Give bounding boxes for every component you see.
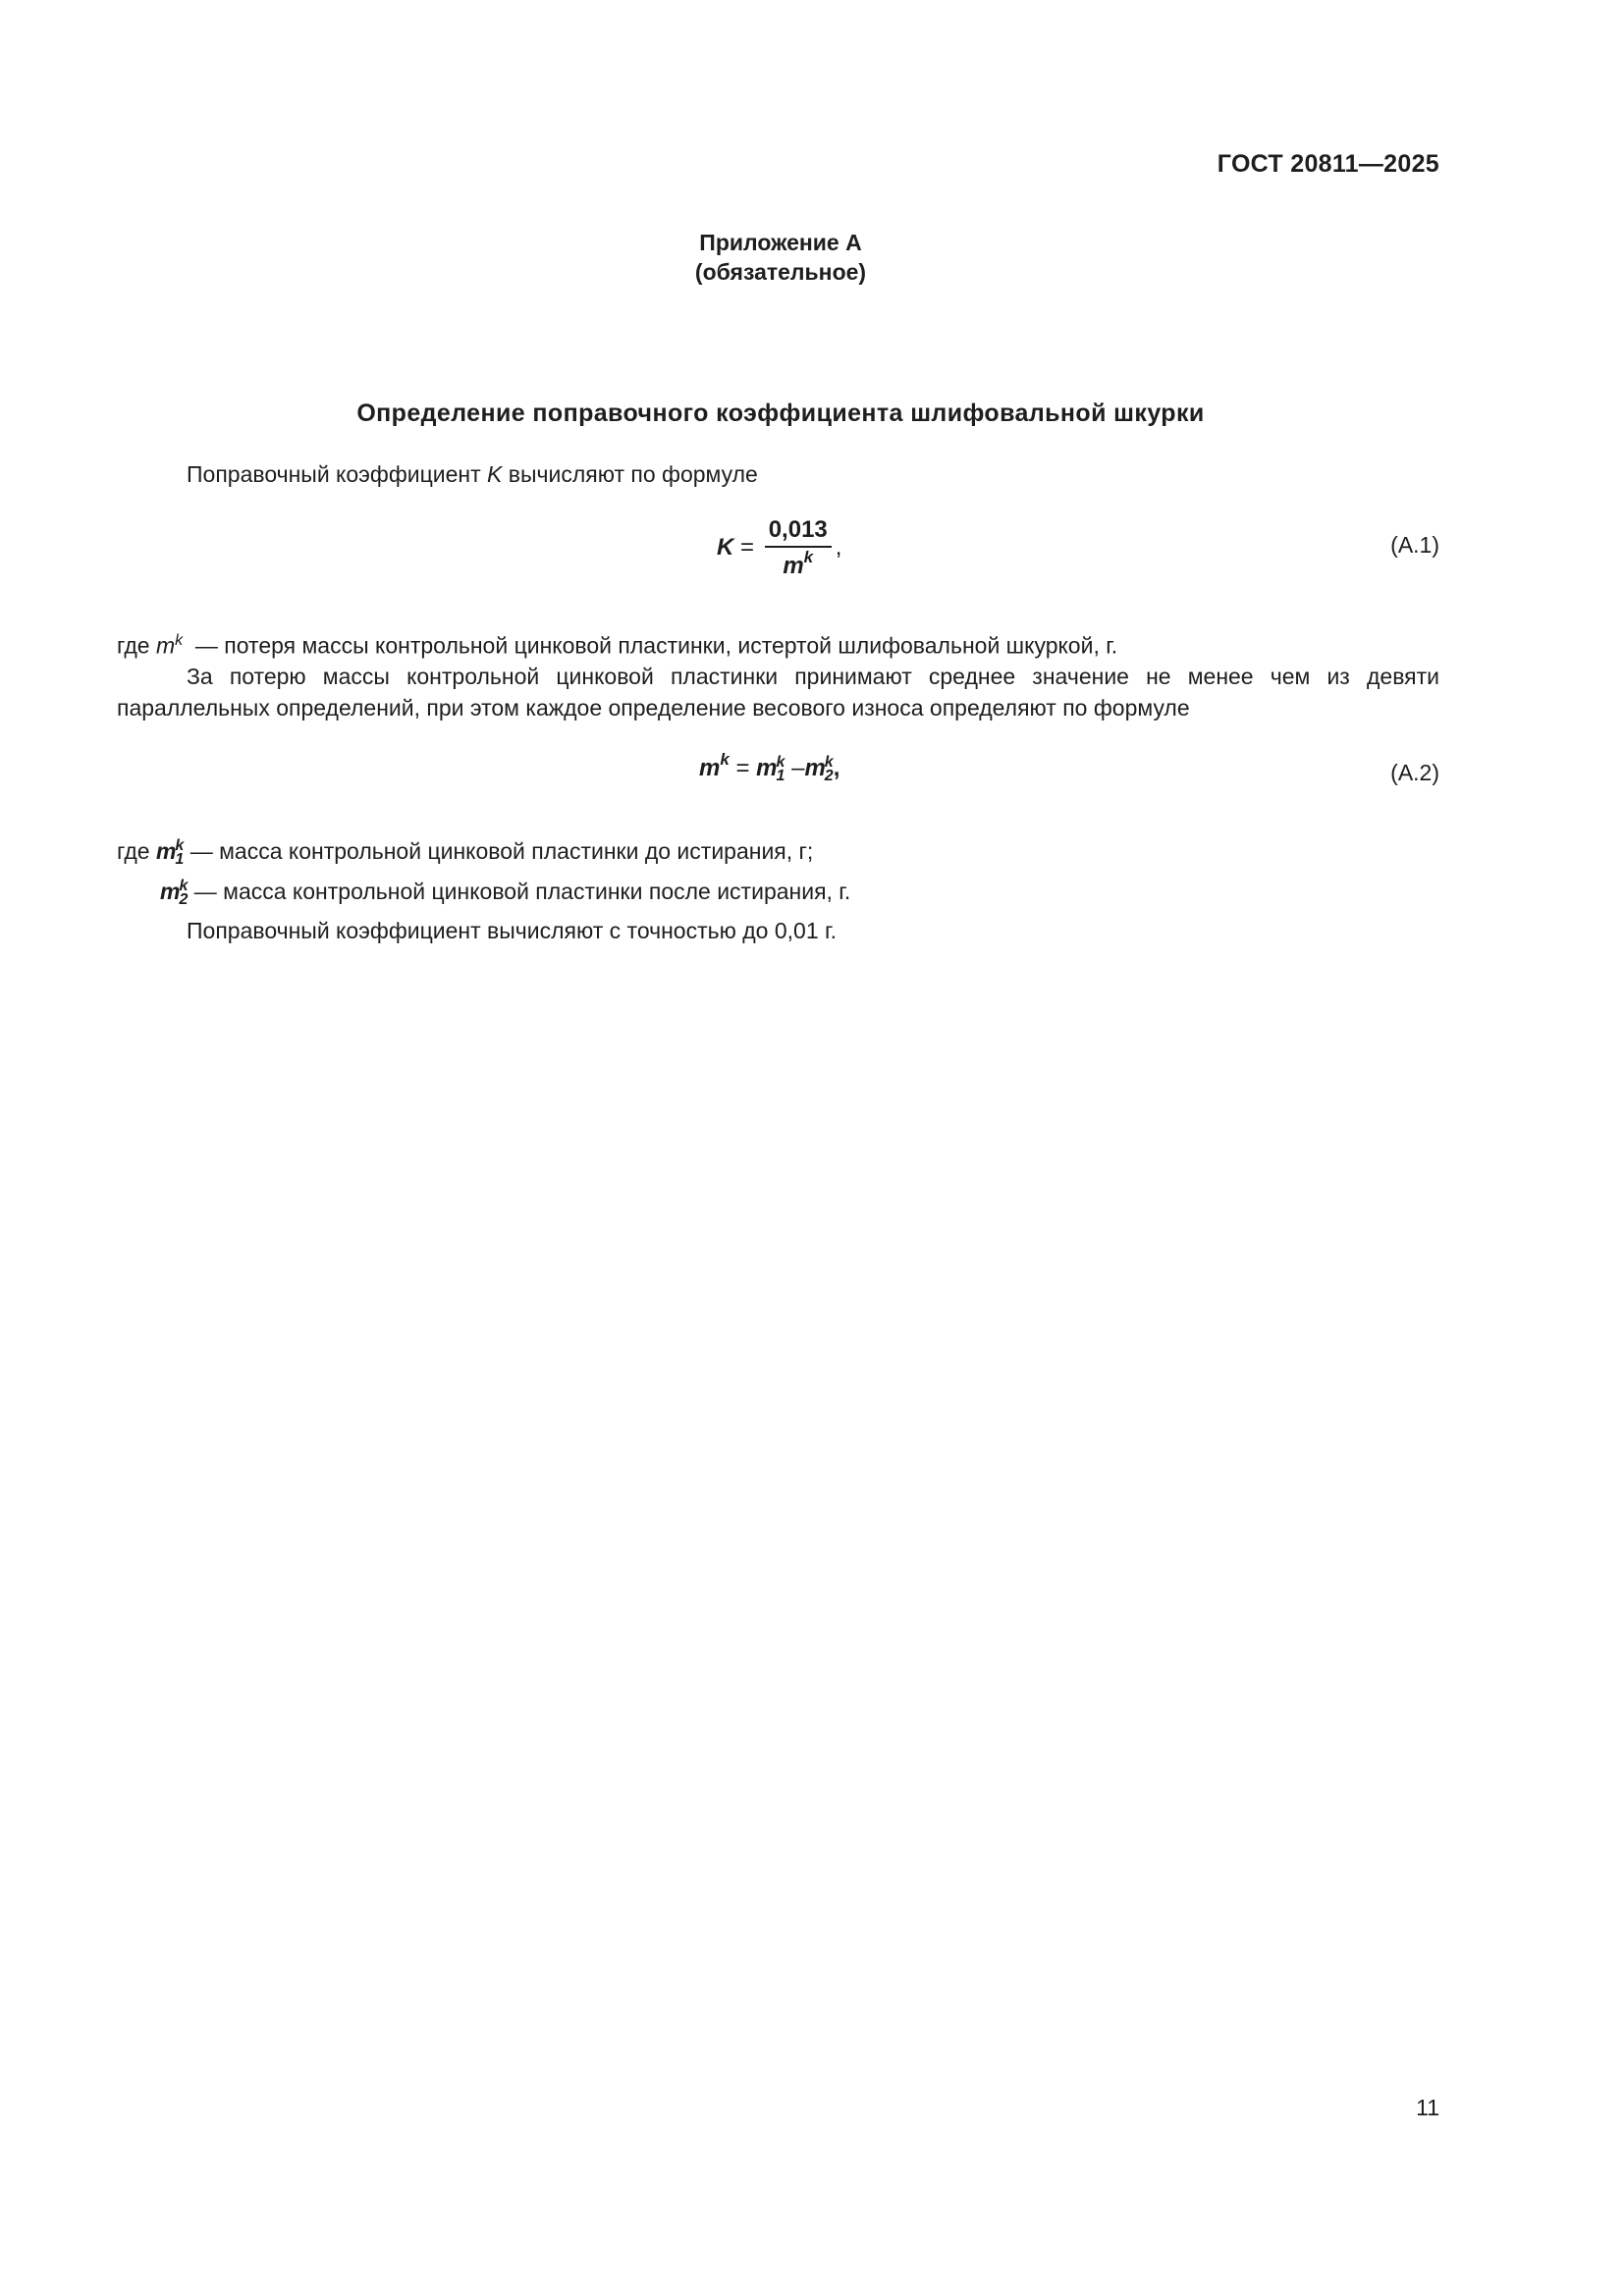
fraction-denominator: $m^k$ [783, 548, 814, 579]
fraction [765, 516, 832, 580]
paragraph-precision: Поправочный коэффициент вычисляют с точностью до 0,01 г. [187, 918, 837, 943]
where-m2k: m k 2 — масса контрольной цинковой пластинки после истирания, г. [160, 877, 851, 908]
formula-a1-number: (А.1) [1390, 532, 1439, 558]
formula-a1: K = $\frac{0,013}{m^k}$ , [717, 516, 842, 579]
page-number: 11 [1416, 2095, 1439, 2120]
variable-k: K [487, 461, 503, 487]
fraction-numerator: 0,013 [765, 516, 832, 548]
appendix-status: (обязательное) [694, 259, 867, 285]
formula-a2-number: (А.2) [1390, 760, 1439, 785]
where-m1k: где m k 1 — масса контрольной цинковой пластинки до истирания, г; [117, 836, 814, 868]
paragraph-2-line-1: За потерю массы контрольной цинковой пластинки принимают среднее значение не менее чем из девяти [187, 664, 1439, 689]
document-code: ГОСТ 20811—2025 [1217, 150, 1439, 178]
where-mk: где $m^k$ — потеря массы контрольной цинковой пластинки, истертой шлифовальной шкуркой, г. [117, 632, 1118, 659]
paragraph-intro: Поправочный коэффициент K вычисляют по формуле [187, 461, 758, 487]
appendix-heading [0, 228, 1561, 287]
paragraph-2-line-2: параллельных определений, при этом каждое определение весового износа определяют по формуле [117, 695, 1190, 721]
appendix-title: Приложение А [699, 230, 862, 255]
section-title: Определение поправочного коэффициента шлифовальной шкурки [356, 400, 1205, 427]
formula-a2: $m^k = m$ k 1 –m k 2 , [699, 750, 840, 784]
